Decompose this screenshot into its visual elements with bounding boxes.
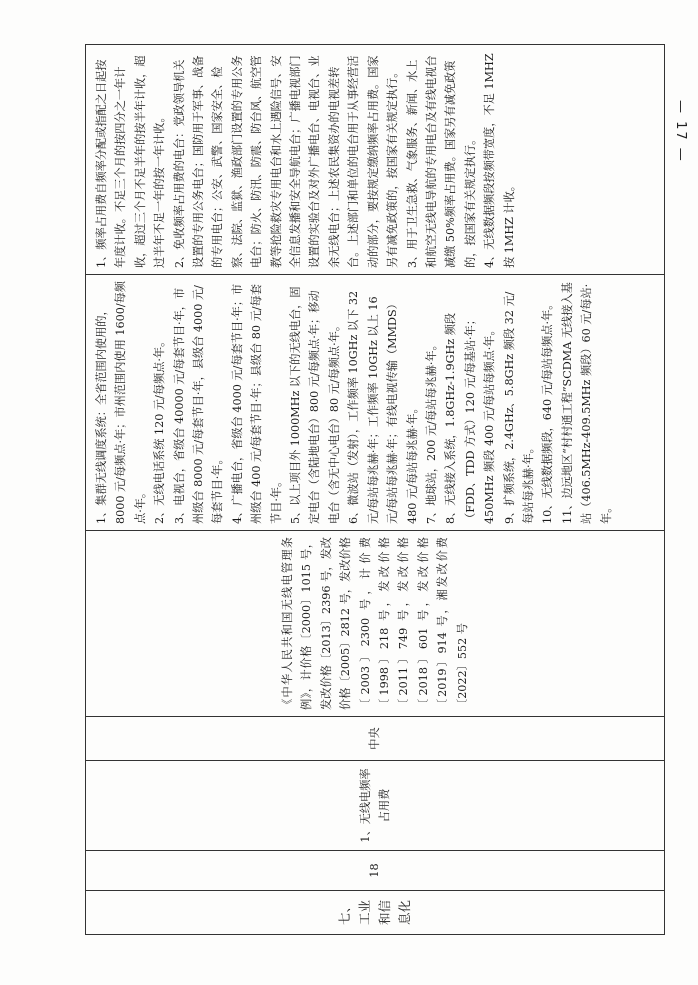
standard-item: 6、微波站（发射），工作频率 10GHz 以下 32 元/每站每兆赫·年；工作频率 10GHz 以上 16 元/每站每兆赫·年；有线电视传输（MMDS）480 元/每站每兆赫·年。 xyxy=(347,290,419,524)
standard-item: 3、电视台，省级台 40000 元/每套节目·年，市州级台 8000 元/每套节目·年，县级台 4000 元/每套节目·年。 xyxy=(172,285,225,524)
standard-item: 5、以上项目外 1000MHz 以下的无线电台，固定电台（含陆地电台）800 元/每频点·年；移动电台（含无中心电台）80 元/每频点·年。 xyxy=(289,286,341,524)
standard-item: 10、无线数据频段，640 元/每站每频点·年。 xyxy=(541,298,555,524)
page-number: — 17 — xyxy=(673,100,688,163)
standard-item: 8、无线接入系统，1.8GHz-1.9GHz 频段（FDD、TDD 方式）120 元/每基站·年；450MHz 频段 400 元/每站每频点·年。 xyxy=(444,312,497,524)
standard-item: 1、集群无线调度系统：全省范围内使用的，8000 元/每频点·年；市州范围内使用 1600/每频点·年。 xyxy=(95,281,147,524)
remarks-cell xyxy=(86,45,665,275)
index-cell xyxy=(86,851,665,891)
item-cell xyxy=(86,761,665,851)
remark-item: 3、用于卫生急救、气象服务、新闻、水上和航空无线电导航的专用电台及有线电视台减缴 50%频率占用费。国家另有减免政策的，按国家有关规定执行。 xyxy=(405,55,477,268)
remark-item: 2、免收频率占用费的电台：党政领导机关设置的专用公务电台；国防用于军事、战备的专用电台；公安、武警、国家安全、检察、法院、监狱、渔政部门设置的专用公务电台；防火、防汛、防震、防台风、航空管教等抢险救灾专用电台和水上遇险信号、安全信息发播和安全导航电台；广播电视部门设置的实验台及对外广播电台、电视台、业余无线电台；上述农民集资办的电视差转台。上述部门和单位的电台用于从事经营活动的部分，要按规定缴纳频率占用费。国家另有减免政策的，按国家有关规定执行。 xyxy=(172,55,400,268)
management-level: 中央 xyxy=(368,727,382,750)
remark-item: 1、频率占用费自频率分配或指配之日起按年度计收。不足三个月的按四分之一年计收，超过三个月不足半年的按半年计收，超过半年不足一年的按一年计收。 xyxy=(95,55,167,268)
table-row xyxy=(86,45,665,935)
standards-cell xyxy=(86,275,665,531)
item-name: 1、无线电频率占用费 xyxy=(358,768,391,843)
fee-table-rotated xyxy=(85,45,665,935)
standard-item: 9、扩频系统，2.4GHz、5.8GHz 频段 32 元/每站每兆赫·年。 xyxy=(502,291,535,524)
standard-item: 2、无线电话系统 120 元/每频点·年。 xyxy=(153,335,167,524)
remark-item: 4、无线数据频段按频带宽度，不足 1MHZ 按 1MHZ 计收。 xyxy=(483,53,516,268)
standard-item: 7、地球站，200 元/每站每兆赫·年。 xyxy=(424,339,438,524)
row-index: 18 xyxy=(368,863,382,878)
standard-item: 11、边远地区“村村通工程”SCDMA 无线接入基站（406.5MHz-409.5MHz 频段）60 元/每站·年。 xyxy=(560,282,613,524)
category-label: 七、工业和信息化 xyxy=(337,900,412,926)
fee-table xyxy=(85,44,665,935)
policy-basis: 《中华人民共和国无线电管理条例》，计价格〔2000〕1015 号，发改价格〔2013〕2396 号，发改价格〔2005〕2812 号，发改价格〔2003〕2300 号，计价费〔1998〕218 号，发改价格〔2011〕749 号，发改价格〔2018〕601 号，发改价格〔2019〕914 号，湘发改价费〔2022〕552 号 xyxy=(280,537,469,710)
category-cell xyxy=(86,891,665,935)
basis-cell xyxy=(86,531,665,717)
level-cell xyxy=(86,717,665,761)
standard-item: 4、广播电台，省级台 4000 元/每套节目·年；市州级台 400 元/每套节目·年；县级台 80 元/每套节目·年。 xyxy=(230,283,283,524)
